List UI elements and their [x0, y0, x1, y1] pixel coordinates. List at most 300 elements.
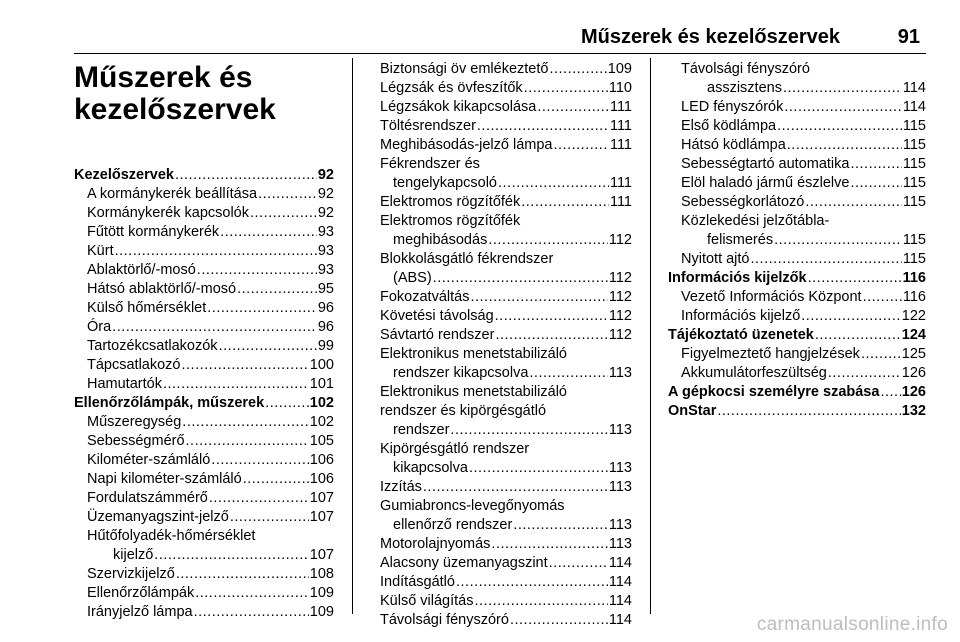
toc-entry[interactable] — [668, 98, 926, 117]
toc-entry-page: 115 — [902, 251, 926, 267]
toc-entry-page: 115 — [902, 118, 926, 134]
toc-entry-row — [380, 592, 632, 611]
toc-entry-row — [380, 174, 632, 193]
toc-entry-page: 111 — [609, 137, 632, 153]
toc-entry-row — [380, 573, 632, 592]
toc-entry[interactable] — [380, 307, 632, 326]
toc-entry-label: OnStar — [668, 403, 717, 419]
dot-leader — [549, 554, 608, 573]
dot-leader — [220, 223, 317, 242]
toc-entry[interactable] — [668, 345, 926, 364]
toc-section-entry[interactable] — [668, 326, 926, 345]
dot-leader — [717, 402, 900, 421]
toc-entry[interactable] — [74, 432, 334, 451]
toc-entry[interactable] — [74, 565, 334, 584]
toc-entry-page: 125 — [901, 346, 926, 362]
toc-entry-label: Tápcsatlakozó — [87, 357, 181, 373]
toc-entry-label: Fordulatszámmérő — [87, 490, 208, 506]
toc-entry-row — [681, 98, 926, 117]
dot-leader — [470, 288, 607, 307]
dot-leader — [456, 573, 608, 592]
toc-entry[interactable] — [74, 584, 334, 603]
dot-leader — [250, 204, 317, 223]
toc-entry-row — [668, 402, 926, 421]
toc-entry[interactable] — [380, 250, 632, 288]
toc-entry-row — [681, 288, 926, 307]
toc-section-entry[interactable] — [74, 166, 334, 185]
dot-leader — [154, 546, 309, 565]
toc-entry-page: 110 — [608, 80, 632, 96]
toc-entry-row — [380, 516, 632, 535]
toc-entry-page: 102 — [309, 395, 334, 411]
toc-entry-page: 112 — [608, 232, 632, 248]
dot-leader — [243, 470, 309, 489]
toc-entry[interactable] — [380, 592, 632, 611]
dot-leader — [163, 375, 309, 394]
toc-entry-page: 113 — [608, 479, 632, 495]
toc-entry-label: Hamutartók — [87, 376, 162, 392]
toc-entry-label-line: Gumiabroncs-levegőnyomás — [380, 498, 565, 514]
toc-entry[interactable] — [668, 288, 926, 307]
toc-entry[interactable] — [380, 98, 632, 117]
toc-entry[interactable] — [380, 383, 632, 440]
toc-entry-row — [681, 117, 926, 136]
toc-entry[interactable] — [380, 155, 632, 193]
toc-entry-label: Első ködlámpa — [681, 118, 777, 134]
toc-entry-row — [87, 299, 334, 318]
toc-entry-page: 114 — [902, 80, 926, 96]
dot-leader — [182, 413, 309, 432]
toc-column-2 — [380, 60, 632, 630]
dot-leader — [498, 174, 609, 193]
toc-entry[interactable] — [380, 611, 632, 630]
toc-entry-row — [681, 136, 926, 155]
toc-entry-page: 111 — [609, 118, 632, 134]
toc-entry[interactable] — [380, 193, 632, 212]
toc-entry[interactable] — [74, 299, 334, 318]
toc-entry-label: Kürt — [87, 243, 114, 259]
dot-leader — [815, 326, 901, 345]
toc-entry-page: 107 — [309, 509, 334, 525]
chapter-title: Műszerek és kezelőszervek — [74, 61, 276, 126]
toc-entry[interactable] — [380, 326, 632, 345]
dot-leader — [850, 174, 901, 193]
toc-entry[interactable] — [74, 527, 334, 565]
dot-leader — [495, 326, 607, 345]
toc-entry-page: 126 — [901, 365, 926, 381]
dot-leader — [805, 193, 902, 212]
toc-entry-label: Távolsági fényszóró — [380, 612, 509, 628]
dot-leader — [751, 250, 902, 269]
dot-leader — [521, 193, 609, 212]
dot-leader — [112, 318, 317, 337]
toc-entry-label: Kilométer-számláló — [87, 452, 211, 468]
toc-entry-row — [87, 546, 334, 565]
dot-leader — [863, 288, 902, 307]
toc-column-1 — [74, 60, 334, 622]
toc-entry-label: Külső hőmérséklet — [87, 300, 207, 316]
toc-entry-label: Üzemanyagszint-jelző — [87, 509, 229, 525]
toc-entry[interactable] — [668, 155, 926, 174]
dot-leader — [423, 478, 608, 497]
toc-entry-row — [380, 459, 632, 478]
toc-entry-page: 115 — [902, 194, 926, 210]
toc-entry[interactable] — [380, 212, 632, 250]
toc-entry-row — [380, 79, 632, 98]
toc-list — [668, 60, 926, 421]
toc-entry-row — [380, 231, 632, 250]
dot-leader — [808, 269, 902, 288]
toc-entry[interactable] — [380, 535, 632, 554]
toc-entry[interactable] — [380, 554, 632, 573]
dot-leader — [219, 337, 317, 356]
toc-entry-page: 112 — [608, 327, 632, 343]
toc-entry-page: 113 — [608, 536, 632, 552]
toc-entry-row — [380, 117, 632, 136]
toc-entry-page: 112 — [608, 289, 632, 305]
dot-leader — [194, 603, 309, 622]
toc-entry-page: 102 — [309, 414, 334, 430]
toc-entry-row — [681, 364, 926, 383]
toc-entry-label: Töltésrendszer — [380, 118, 476, 134]
toc-entry[interactable] — [74, 185, 334, 204]
toc-entry-row — [87, 432, 334, 451]
toc-entry-label: Irányjelző lámpa — [87, 604, 193, 620]
toc-entry-label: Napi kilométer-számláló — [87, 471, 242, 487]
toc-entry-page: 114 — [608, 555, 632, 571]
toc-entry-row — [87, 204, 334, 223]
toc-entry-label: Kezelőszervek — [74, 167, 174, 183]
toc-entry[interactable] — [74, 451, 334, 470]
toc-entry-row — [87, 280, 334, 299]
toc-entry-page: 100 — [309, 357, 334, 373]
dot-leader — [850, 155, 901, 174]
toc-entry-page: 114 — [902, 99, 926, 115]
toc-entry-page: 107 — [309, 547, 334, 563]
toc-entry-page: 108 — [309, 566, 334, 582]
toc-entry[interactable] — [380, 440, 632, 478]
toc-entry-row — [380, 136, 632, 155]
dot-leader — [784, 98, 902, 117]
toc-entry-row — [380, 269, 632, 288]
toc-entry[interactable] — [74, 356, 334, 375]
toc-entry-page: 113 — [608, 517, 632, 533]
toc-entry[interactable] — [74, 280, 334, 299]
toc-entry-label: Műszeregység — [87, 414, 182, 430]
toc-entry-row — [681, 79, 926, 98]
dot-leader — [787, 136, 902, 155]
toc-entry-row — [87, 242, 334, 261]
toc-entry-label: kikapcsolva — [393, 460, 468, 476]
dot-leader — [175, 166, 317, 185]
toc-entry-page: 107 — [309, 490, 334, 506]
toc-entry[interactable] — [74, 489, 334, 508]
toc-entry-row — [668, 269, 926, 288]
toc-entry[interactable] — [74, 337, 334, 356]
toc-entry-row — [87, 337, 334, 356]
toc-entry-label: A kormánykerék beállítása — [87, 186, 258, 202]
toc-entry[interactable] — [380, 573, 632, 592]
toc-entry-row — [87, 356, 334, 375]
toc-entry-page: 122 — [901, 308, 926, 324]
toc-entry[interactable] — [74, 223, 334, 242]
toc-entry-label: Fokozatváltás — [380, 289, 470, 305]
toc-entry-row — [380, 421, 632, 440]
toc-entry[interactable] — [668, 174, 926, 193]
toc-entry-label: Indításgátló — [380, 574, 455, 590]
dot-leader — [783, 79, 902, 98]
toc-entry-page: 115 — [902, 137, 926, 153]
toc-entry[interactable] — [668, 307, 926, 326]
dot-leader — [488, 231, 608, 250]
toc-entry[interactable] — [74, 375, 334, 394]
toc-entry-label: Légzsák és övfeszítők — [380, 80, 523, 96]
toc-entry-label: Figyelmeztető hangjelzések — [681, 346, 860, 362]
toc-entry-label: Vezető Információs Központ — [681, 289, 862, 305]
toc-entry-label: Ellenőrzőlámpák — [87, 585, 195, 601]
dot-leader — [197, 261, 317, 280]
toc-entry[interactable] — [668, 60, 926, 98]
toc-entry-label: Akkumulátorfeszültség — [681, 365, 827, 381]
toc-entry-label: Alacsony üzemanyagszint — [380, 555, 548, 571]
toc-entry-label: Légzsákok kikapcsolása — [380, 99, 537, 115]
toc-entry-label: meghibásodás — [393, 232, 488, 248]
toc-entry-page: 114 — [608, 593, 632, 609]
dot-leader — [115, 242, 317, 261]
toc-entry[interactable] — [668, 250, 926, 269]
toc-entry[interactable] — [380, 478, 632, 497]
toc-section-entry[interactable] — [74, 394, 334, 413]
toc-entry-label: Tájékoztató üzenetek — [668, 327, 814, 343]
dot-leader — [195, 584, 309, 603]
toc-entry-row — [681, 155, 926, 174]
toc-entry-page: 106 — [309, 452, 334, 468]
toc-entry-page: 106 — [309, 471, 334, 487]
dot-leader — [207, 299, 317, 318]
toc-entry-page: 96 — [317, 300, 334, 316]
toc-entry[interactable] — [380, 79, 632, 98]
toc-entry[interactable] — [74, 508, 334, 527]
toc-entry-label: Információs kijelzők — [668, 270, 807, 286]
toc-entry[interactable] — [74, 413, 334, 432]
toc-section-entry[interactable] — [668, 383, 926, 402]
toc-entry-page: 115 — [902, 175, 926, 191]
toc-entry[interactable] — [380, 345, 632, 383]
toc-entry-row — [87, 470, 334, 489]
toc-section-entry[interactable] — [668, 269, 926, 288]
toc-entry-page: 112 — [608, 308, 632, 324]
dot-leader — [510, 611, 608, 630]
toc-entry-row — [668, 326, 926, 345]
toc-entry-row — [681, 307, 926, 326]
toc-entry-row — [87, 261, 334, 280]
toc-list — [74, 166, 334, 622]
toc-entry-page: 111 — [609, 194, 632, 210]
dot-leader — [265, 394, 309, 413]
toc-entry-page: 114 — [608, 612, 632, 628]
toc-entry[interactable] — [668, 136, 926, 155]
dot-leader — [537, 98, 609, 117]
toc-entry-label: Tartozékcsatlakozók — [87, 338, 218, 354]
toc-entry-row — [380, 98, 632, 117]
toc-entry-row — [668, 383, 926, 402]
dot-leader — [477, 117, 609, 136]
dot-leader — [211, 451, 309, 470]
dot-leader — [469, 459, 608, 478]
toc-entry-page: 92 — [317, 186, 334, 202]
toc-entry-label: Ellenőrzőlámpák, műszerek — [74, 395, 265, 411]
toc-entry-row — [681, 345, 926, 364]
dot-leader — [450, 421, 607, 440]
toc-entry-page: 93 — [317, 243, 334, 259]
dot-leader — [513, 516, 608, 535]
toc-entry[interactable] — [74, 261, 334, 280]
toc-entry-page: 116 — [902, 270, 926, 286]
toc-entry-label: Óra — [87, 319, 112, 335]
toc-entry-label-line: Kipörgésgátló rendszer — [380, 441, 530, 457]
toc-entry-row — [380, 307, 632, 326]
toc-entry-row — [74, 394, 334, 413]
toc-entry-label: rendszer kikapcsolva — [393, 365, 529, 381]
toc-entry-row — [380, 364, 632, 383]
toc-entry-row — [87, 603, 334, 622]
dot-leader — [774, 231, 902, 250]
toc-entry-row — [681, 250, 926, 269]
toc-entry-page: 93 — [317, 262, 334, 278]
dot-leader — [554, 136, 609, 155]
toc-entry-row — [87, 489, 334, 508]
toc-entry-label: Nyitott ajtó — [681, 251, 750, 267]
toc-entry-label: Sebességmérő — [87, 433, 185, 449]
page-number: 91 — [897, 26, 920, 48]
toc-entry-row — [87, 185, 334, 204]
toc-entry-label-line: Hűtőfolyadék-hőmérséklet — [87, 528, 256, 544]
toc-entry-row — [681, 174, 926, 193]
toc-entry-label: Követési távolság — [380, 308, 494, 324]
dot-leader — [828, 364, 901, 383]
toc-entry[interactable] — [668, 364, 926, 383]
dot-leader — [777, 117, 902, 136]
toc-entry-label: ellenőrző rendszer — [393, 517, 513, 533]
toc-entry-label-line: Közlekedési jelzőtábla- — [681, 213, 830, 229]
toc-entry[interactable] — [668, 117, 926, 136]
toc-entry[interactable] — [74, 318, 334, 337]
toc-entry[interactable] — [74, 242, 334, 261]
toc-entry[interactable] — [74, 204, 334, 223]
toc-entry-row — [87, 451, 334, 470]
toc-entry[interactable] — [668, 212, 926, 250]
toc-entry-row — [87, 508, 334, 527]
toc-entry-label: Hátsó ködlámpa — [681, 137, 786, 153]
toc-entry-label-line: Elektromos rögzítőfék — [380, 213, 521, 229]
dot-leader — [549, 60, 606, 79]
dot-leader — [529, 364, 607, 383]
toc-entry[interactable] — [380, 497, 632, 535]
dot-leader — [237, 280, 317, 299]
column-divider — [650, 58, 651, 614]
toc-entry-page: 113 — [608, 422, 632, 438]
toc-entry-page: 93 — [317, 224, 334, 240]
toc-entry-page: 124 — [901, 327, 926, 343]
toc-entry-label-line: Elektronikus menetstabilizáló — [380, 384, 567, 400]
toc-entry-page: 111 — [609, 175, 632, 191]
toc-entry-row — [74, 166, 334, 185]
dot-leader — [182, 356, 309, 375]
toc-entry-label: Ablaktörlő/-mosó — [87, 262, 196, 278]
running-title: Műszerek és kezelőszervek — [580, 26, 840, 48]
toc-entry-label: (ABS) — [393, 270, 432, 286]
toc-entry-page: 109 — [309, 585, 334, 601]
toc-entry-label: Elöl haladó jármű észlelve — [681, 175, 850, 191]
dot-leader — [524, 79, 608, 98]
toc-entry-label: Sebességkorlátozó — [681, 194, 805, 210]
toc-entry-label: rendszer — [393, 422, 450, 438]
toc-entry[interactable] — [380, 117, 632, 136]
toc-entry-row — [87, 223, 334, 242]
dot-leader — [495, 307, 608, 326]
toc-entry-row — [380, 288, 632, 307]
toc-entry-label: Motorolajnyomás — [380, 536, 491, 552]
toc-entry[interactable] — [74, 603, 334, 622]
toc-entry-label: Izzítás — [380, 479, 422, 495]
toc-entry-page: 116 — [902, 289, 926, 305]
toc-entry[interactable] — [380, 60, 632, 79]
header-rule — [74, 53, 926, 54]
toc-entry[interactable] — [380, 136, 632, 155]
toc-entry-page: 95 — [317, 281, 334, 297]
toc-entry[interactable] — [74, 470, 334, 489]
toc-entry-label: Kormánykerék kapcsolók — [87, 205, 249, 221]
toc-entry-label: Biztonsági öv emlékeztető — [380, 61, 549, 77]
toc-entry-row — [681, 231, 926, 250]
toc-entry-row — [87, 375, 334, 394]
toc-entry-label: LED fényszórók — [681, 99, 784, 115]
watermark: carmanualsonline.info — [756, 614, 948, 635]
toc-entry[interactable] — [668, 193, 926, 212]
toc-entry-page: 99 — [317, 338, 334, 354]
toc-entry-row — [380, 60, 632, 79]
dot-leader — [258, 185, 317, 204]
dot-leader — [209, 489, 309, 508]
toc-section-entry[interactable] — [668, 402, 926, 421]
toc-entry-label: Sávtartó rendszer — [380, 327, 495, 343]
dot-leader — [176, 565, 309, 584]
toc-entry-page: 109 — [309, 604, 334, 620]
column-divider — [352, 58, 353, 614]
toc-entry-label: Meghibásodás-jelző lámpa — [380, 137, 553, 153]
toc-entry-page: 112 — [608, 270, 632, 286]
toc-entry-page: 115 — [902, 156, 926, 172]
toc-entry-page: 109 — [607, 61, 632, 77]
dot-leader — [861, 345, 901, 364]
toc-entry-row — [380, 535, 632, 554]
toc-entry-label: Külső világítás — [380, 593, 474, 609]
toc-entry-page: 96 — [317, 319, 334, 335]
toc-entry-page: 113 — [608, 460, 632, 476]
toc-entry-page: 92 — [317, 167, 334, 183]
toc-entry-label: Információs kijelző — [681, 308, 801, 324]
toc-entry-page: 113 — [608, 365, 632, 381]
toc-entry-page: 105 — [309, 433, 334, 449]
toc-entry-row — [87, 565, 334, 584]
toc-entry-label: A gépkocsi személyre szabása — [668, 384, 880, 400]
toc-entry-row — [380, 326, 632, 345]
dot-leader — [186, 432, 309, 451]
toc-entry-row — [380, 554, 632, 573]
toc-entry[interactable] — [380, 288, 632, 307]
toc-entry-row — [87, 318, 334, 337]
toc-entry-page: 126 — [901, 384, 926, 400]
